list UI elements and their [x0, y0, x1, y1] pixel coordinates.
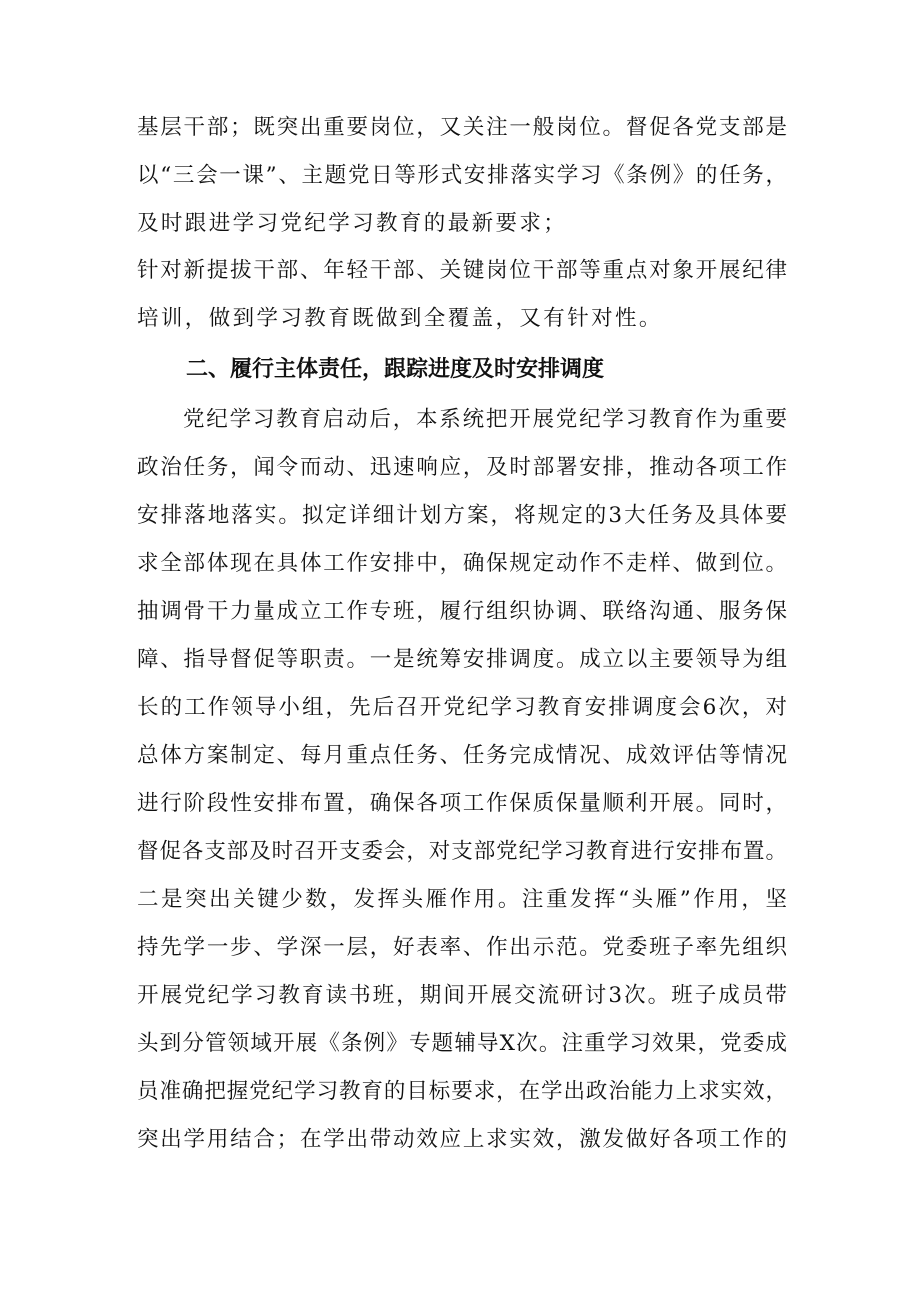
paragraph-line: 求全部体现在具体工作安排中，确保规定动作不走样、做到位。: [137, 551, 787, 576]
paragraph-line: 党纪学习教育启动后，本系统把开展党纪学习教育作为重要: [183, 407, 787, 432]
paragraph-line: 突出学用结合；在学出带动效应上求实效，激发做好各项工作的: [137, 1127, 787, 1152]
paragraph-line: 政治任务，闻令而动、迅速响应，及时部署安排，推动各项工作: [137, 455, 787, 480]
paragraph-line: 总体方案制定、每月重点任务、任务完成情况、成效评估等情况: [137, 743, 787, 768]
paragraph-line: 及时跟进学习党纪学习教育的最新要求；: [137, 211, 568, 236]
section-heading: 二、履行主体责任，跟踪进度及时安排调度: [186, 357, 605, 382]
paragraph-line: 员准确把握党纪学习教育的目标要求，在学出政治能力上求实效，: [137, 1079, 787, 1104]
paragraph-line: 二是突出关键少数，发挥头雁作用。注重发挥“头雁”作用，坚: [137, 887, 787, 912]
paragraph-line: 持先学一步、学深一层，好表率、作出示范。党委班子率先组织: [137, 935, 787, 960]
paragraph-line: 头到分管领域开展《条例》专题辅导X次。注重学习效果，党委成: [137, 1031, 787, 1056]
paragraph-line: 开展党纪学习教育读书班，期间开展交流研讨3次。班子成员带: [137, 983, 787, 1008]
paragraph-line: 基层干部；既突出重要岗位，又关注一般岗位。督促各党支部是: [137, 115, 787, 140]
paragraph-line: 长的工作领导小组，先后召开党纪学习教育安排调度会6次，对: [137, 695, 787, 720]
paragraph-line: 障、指导督促等职责。一是统筹安排调度。成立以主要领导为组: [137, 647, 787, 672]
paragraph-line: 针对新提拔干部、年轻干部、关键岗位干部等重点对象开展纪律: [137, 258, 787, 283]
paragraph-line: 以“三会一课”、主题党日等形式安排落实学习《条例》的任务，: [137, 163, 787, 188]
paragraph-line: 安排落地落实。拟定详细计划方案，将规定的3大任务及具体要: [137, 503, 787, 528]
paragraph-line: 抽调骨干力量成立工作专班，履行组织协调、联络沟通、服务保: [137, 599, 787, 624]
paragraph-line: 督促各支部及时召开支委会，对支部党纪学习教育进行安排布置。: [137, 839, 787, 864]
paragraph-line: 进行阶段性安排布置，确保各项工作保质保量顺利开展。同时，: [137, 791, 787, 816]
paragraph-line: 培训，做到学习教育既做到全覆盖，又有针对性。: [137, 306, 663, 331]
